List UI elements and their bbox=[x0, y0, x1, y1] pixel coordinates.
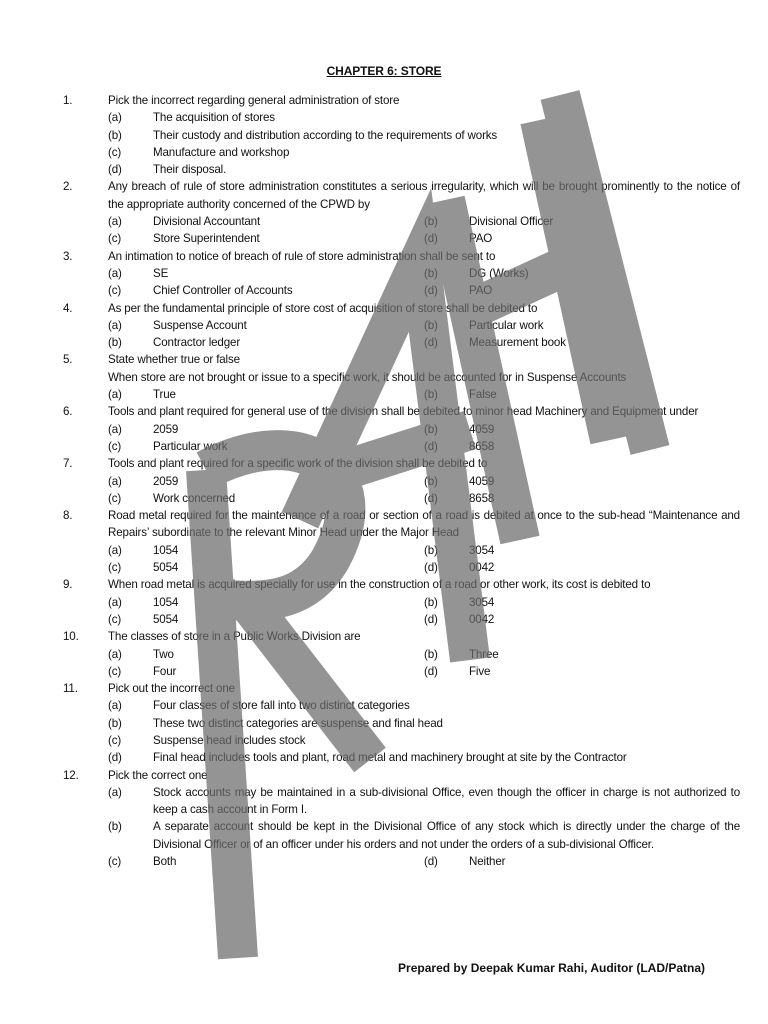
question-6 bbox=[63, 403, 705, 455]
question-text: Road metal required for the maintenance of a road or section of a road is debited at once to the sub-head “Maintenance and Repairs’ subordinate to the relevant Minor Head under the Major Head bbox=[108, 509, 740, 540]
option-row bbox=[108, 317, 740, 334]
option-text: DG (Works) bbox=[469, 266, 529, 280]
option-letter: (b) bbox=[108, 128, 122, 142]
option-row bbox=[108, 334, 740, 351]
option-letter: (c) bbox=[108, 145, 122, 159]
option-letter: (d) bbox=[424, 561, 438, 575]
option-text: 2059 bbox=[153, 474, 179, 488]
question-number: 7. bbox=[63, 457, 73, 471]
question-statement: When store are not brought or issue to a specific work, it should be accounted for in Suspense Accounts bbox=[108, 370, 627, 384]
option-text: Store Superintendent bbox=[153, 232, 260, 246]
option-b bbox=[424, 213, 740, 230]
option-text: Five bbox=[469, 664, 491, 678]
question-number: 10. bbox=[63, 630, 79, 644]
option-letter: (d) bbox=[424, 284, 438, 298]
option-text: 8658 bbox=[469, 491, 495, 505]
question-4 bbox=[63, 300, 705, 352]
option-text: The acquisition of stores bbox=[153, 111, 275, 125]
option-row bbox=[108, 230, 740, 247]
question-10 bbox=[63, 628, 705, 680]
question-text: An intimation to notice of breach of rule of store administration shall be sent to bbox=[108, 249, 496, 263]
option-c bbox=[108, 282, 424, 299]
option-text: Chief Controller of Accounts bbox=[153, 284, 293, 298]
option-text: Particular work bbox=[469, 318, 544, 332]
option-text: 3054 bbox=[469, 543, 495, 557]
option-text: Four bbox=[153, 664, 177, 678]
option-d bbox=[108, 161, 705, 178]
option-letter: (c) bbox=[108, 664, 122, 678]
option-row bbox=[108, 438, 740, 455]
option-text: 8658 bbox=[469, 439, 495, 453]
option-row bbox=[108, 473, 740, 490]
option-text: Final head includes tools and plant, road metal and machinery brought at site by the Contractor bbox=[153, 751, 627, 765]
option-row bbox=[108, 663, 740, 680]
question-9 bbox=[63, 576, 705, 628]
option-text: 0042 bbox=[469, 612, 495, 626]
question-12 bbox=[63, 767, 740, 871]
option-letter: (b) bbox=[108, 716, 122, 730]
option-letter: (d) bbox=[108, 751, 122, 765]
question-number: 12. bbox=[63, 768, 79, 782]
option-text: Manufacture and workshop bbox=[153, 145, 290, 159]
question-number: 8. bbox=[63, 509, 73, 523]
option-letter: (a) bbox=[108, 388, 122, 402]
option-d bbox=[424, 334, 740, 351]
option-d bbox=[424, 663, 740, 680]
option-a bbox=[108, 317, 424, 334]
option-text: 1054 bbox=[153, 595, 179, 609]
option-text: Neither bbox=[469, 855, 506, 869]
option-c bbox=[108, 230, 424, 247]
option-d bbox=[424, 853, 740, 870]
option-letter: (c) bbox=[108, 232, 122, 246]
question-8 bbox=[63, 507, 740, 576]
option-text: Divisional Accountant bbox=[153, 215, 261, 229]
option-letter: (c) bbox=[108, 612, 122, 626]
question-11 bbox=[63, 680, 705, 766]
question-text: When road metal is acquired specially for use in the construction of a road or other work, its cost is debited to bbox=[108, 578, 651, 592]
chapter-title: CHAPTER 6: STORE bbox=[326, 64, 442, 78]
option-text: 2059 bbox=[153, 422, 179, 436]
option-d bbox=[108, 749, 705, 766]
option-text: 4059 bbox=[469, 474, 495, 488]
option-b bbox=[424, 265, 740, 282]
question-number: 9. bbox=[63, 578, 73, 592]
option-row bbox=[108, 490, 740, 507]
option-c bbox=[108, 853, 424, 870]
option-c bbox=[108, 490, 424, 507]
question-text: Pick out the incorrect one bbox=[108, 682, 235, 696]
option-text: Both bbox=[153, 855, 177, 869]
option-letter: (a) bbox=[108, 543, 122, 557]
option-letter: (c) bbox=[108, 733, 122, 747]
question-1 bbox=[63, 92, 705, 178]
option-row bbox=[108, 646, 740, 663]
question-text: Any breach of rule of store administration constitutes a serious irregularity, which will be brought prominently to the notice of the appropriate authority concerned of the CPWD by bbox=[108, 180, 740, 211]
option-row bbox=[108, 542, 740, 559]
option-c bbox=[108, 663, 424, 680]
option-d bbox=[424, 559, 740, 576]
option-text: Measurement book bbox=[469, 336, 566, 350]
option-letter: (a) bbox=[108, 474, 122, 488]
option-letter: (b) bbox=[424, 595, 438, 609]
option-d bbox=[424, 438, 740, 455]
option-letter: (d) bbox=[424, 664, 438, 678]
option-text: PAO bbox=[469, 284, 493, 298]
option-text: False bbox=[469, 388, 497, 402]
question-number: 3. bbox=[63, 249, 73, 263]
question-number: 5. bbox=[63, 353, 73, 367]
option-letter: (a) bbox=[108, 266, 122, 280]
option-letter: (a) bbox=[108, 595, 122, 609]
option-letter: (a) bbox=[108, 785, 122, 799]
option-d bbox=[424, 230, 740, 247]
question-7 bbox=[63, 455, 705, 507]
option-letter: (b) bbox=[424, 422, 438, 436]
question-text: Tools and plant required for general use of the division shall be debited to minor head Machinery and Equipment under bbox=[108, 405, 699, 419]
option-row bbox=[108, 594, 740, 611]
option-text: A separate account should be kept in the Divisional Office of any stock which is directly under the charge of the Divisional Officer or of an officer under his orders and not under the orders of a sub-divisional Officer. bbox=[153, 820, 740, 851]
option-letter: (a) bbox=[108, 422, 122, 436]
option-text: Contractor ledger bbox=[153, 336, 241, 350]
question-2 bbox=[63, 178, 740, 247]
option-d bbox=[424, 282, 740, 299]
option-text: True bbox=[153, 388, 176, 402]
option-a bbox=[108, 386, 424, 403]
option-a bbox=[108, 594, 424, 611]
option-c bbox=[108, 559, 424, 576]
question-text: State whether true or false bbox=[108, 353, 240, 367]
option-text: 0042 bbox=[469, 561, 495, 575]
option-row bbox=[108, 282, 740, 299]
option-b bbox=[108, 715, 705, 732]
option-letter: (c) bbox=[108, 284, 122, 298]
option-text: PAO bbox=[469, 232, 493, 246]
option-text: Suspense head includes stock bbox=[153, 733, 306, 747]
question-text: As per the fundamental principle of store cost of acquisition of store shall be debited to bbox=[108, 301, 538, 315]
option-letter: (d) bbox=[424, 336, 438, 350]
question-number: 11. bbox=[63, 682, 78, 696]
option-letter: (b) bbox=[424, 266, 438, 280]
question-text: The classes of store in a Public Works Division are bbox=[108, 630, 361, 644]
option-letter: (b) bbox=[424, 474, 438, 488]
option-text: Their custody and distribution according to the requirements of works bbox=[153, 128, 498, 142]
option-letter: (d) bbox=[424, 439, 438, 453]
option-text: 1054 bbox=[153, 543, 179, 557]
option-c bbox=[108, 144, 705, 161]
option-letter: (a) bbox=[108, 699, 122, 713]
question-number: 1. bbox=[63, 94, 73, 107]
option-text: 4059 bbox=[469, 422, 495, 436]
option-c bbox=[108, 732, 705, 749]
option-a bbox=[108, 265, 424, 282]
option-b bbox=[108, 127, 705, 144]
option-b bbox=[108, 818, 740, 853]
option-b bbox=[424, 646, 740, 663]
option-letter: (b) bbox=[424, 215, 438, 229]
option-text: SE bbox=[153, 266, 169, 280]
question-3 bbox=[63, 248, 705, 300]
option-c bbox=[108, 611, 424, 628]
option-a bbox=[108, 542, 424, 559]
option-row bbox=[108, 213, 740, 230]
option-d bbox=[424, 611, 740, 628]
option-letter: (b) bbox=[424, 647, 438, 661]
question-text: Pick the correct one bbox=[108, 768, 208, 782]
option-b bbox=[424, 594, 740, 611]
option-text: Particular work bbox=[153, 439, 228, 453]
option-text: 3054 bbox=[469, 595, 495, 609]
option-letter: (a) bbox=[108, 215, 122, 229]
option-letter: (b) bbox=[424, 543, 438, 557]
option-a bbox=[108, 109, 705, 126]
option-b bbox=[424, 473, 740, 490]
option-letter: (d) bbox=[424, 612, 438, 626]
option-letter: (c) bbox=[108, 561, 122, 575]
option-text: Two bbox=[153, 647, 174, 661]
option-a bbox=[108, 421, 424, 438]
option-letter: (b) bbox=[424, 318, 438, 332]
option-letter: (d) bbox=[424, 232, 438, 246]
option-letter: (b) bbox=[424, 388, 438, 402]
option-letter: (c) bbox=[108, 439, 122, 453]
option-letter: (a) bbox=[108, 318, 122, 332]
option-b bbox=[424, 317, 740, 334]
option-letter: (d) bbox=[424, 491, 438, 505]
option-d bbox=[424, 490, 740, 507]
option-text: Stock accounts may be maintained in a sub-divisional Office, even though the officer in charge is not authorized to keep a cash account in Form I. bbox=[153, 785, 740, 817]
option-text: Divisional Officer bbox=[469, 215, 554, 229]
option-a bbox=[108, 784, 740, 819]
option-letter: (a) bbox=[108, 111, 122, 125]
option-row bbox=[108, 559, 740, 576]
option-text: Work concerned bbox=[153, 491, 236, 505]
option-text: These two distinct categories are suspense and final head bbox=[153, 716, 443, 730]
option-letter: (d) bbox=[424, 855, 438, 869]
option-b bbox=[424, 542, 740, 559]
option-letter: (c) bbox=[108, 491, 122, 505]
option-row bbox=[108, 853, 740, 870]
option-a bbox=[108, 473, 424, 490]
option-letter: (a) bbox=[108, 647, 122, 661]
question-number: 4. bbox=[63, 301, 73, 315]
question-5 bbox=[63, 351, 705, 403]
question-number: 2. bbox=[63, 180, 73, 194]
question-text: Pick the incorrect regarding general administration of store bbox=[108, 94, 400, 107]
option-b bbox=[424, 386, 740, 403]
question-number: 6. bbox=[63, 405, 73, 419]
option-a bbox=[108, 213, 424, 230]
option-text: Their disposal. bbox=[153, 163, 227, 177]
option-c bbox=[108, 438, 424, 455]
prepared-by-footer: Prepared by Deepak Kumar Rahi, Auditor (LAD/Patna) bbox=[398, 961, 705, 975]
option-letter: (b) bbox=[108, 820, 122, 834]
question-text: Tools and plant required for a specific work of the division shall be debited to bbox=[108, 457, 488, 471]
question-list bbox=[63, 92, 740, 870]
option-letter: (c) bbox=[108, 855, 122, 869]
option-a bbox=[108, 646, 424, 663]
option-row bbox=[108, 265, 740, 282]
option-text: Three bbox=[469, 647, 499, 661]
option-c bbox=[108, 334, 424, 351]
option-letter: (b) bbox=[108, 336, 122, 350]
option-a bbox=[108, 697, 705, 714]
option-row bbox=[108, 611, 740, 628]
option-text: 5054 bbox=[153, 612, 179, 626]
option-row bbox=[108, 421, 740, 438]
option-text: Suspense Account bbox=[153, 318, 247, 332]
option-row bbox=[108, 386, 740, 403]
option-text: 5054 bbox=[153, 561, 179, 575]
option-b bbox=[424, 421, 740, 438]
option-text: Four classes of store fall into two distinct categories bbox=[153, 699, 410, 713]
option-letter: (d) bbox=[108, 163, 122, 177]
